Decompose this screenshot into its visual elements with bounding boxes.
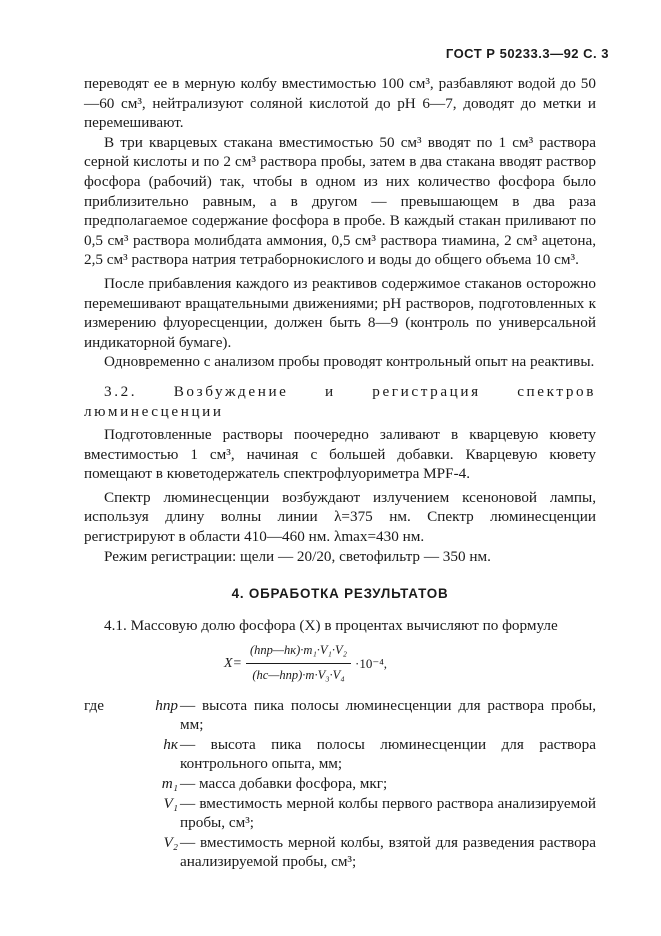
definition-text: — масса добавки фосфора, мкг; [180,775,388,792]
formula-numerator: (hпр—hк)·m₁·V₁·V₂ [250,643,347,658]
paragraph-registration-mode: Режим регистрации: щели — 20/20, светофильтр — 350 нм. [104,547,491,565]
document-body [84,74,596,872]
definition-symbol: V₁ [163,794,178,812]
definition-item [84,696,596,735]
mass-fraction-formula [224,641,596,685]
paragraph-mixing: После прибавления каждого из реактивов содержимое стаканов осторожно перемешивают вращательными движениями; рН растворов, подготовленных к измерению флуоресценции, должен быть 8—9 (контроль по универсальной индикаторной бумаге). [84,274,596,351]
paragraph-formula-intro: 4.1. Массовую долю фосфора (X) в процентах вычисляют по формуле [104,616,558,634]
definition-text: — высота пика полосы люминесценции для раствора пробы, мм; [180,696,596,734]
definition-text: — вместимость мерной колбы, взятой для разведения раствора анализируемой пробы, см³; [180,833,596,871]
paragraph-cuvette: Подготовленные растворы поочередно заливают в кварцевую кювету вместимостью 1 см³, начиная с большей добавки. Кварцевую кювету помещают в кюветодержатель спектрофлуориметра MPF-4. [84,426,596,483]
definitions-lead: где [84,696,104,714]
definition-symbol: hк [163,735,178,753]
page-header: ГОСТ Р 50233.3—92 С. 3 [445,46,609,61]
subsection-heading: 3.2. Возбуждение и регистрация спектров люминесценции [84,382,596,420]
paragraph-continuation: переводят ее в мерную колбу вместимостью 100 см³, разбавляют водой до 50—60 см³, нейтрализуют соляной кислотой до рН 6—7, доводят до метки и перемешивают. [84,75,596,132]
paragraph-control-experiment: Одновременно с анализом пробы проводят контрольный опыт на реактивы. [104,353,595,371]
definition-text: — высота пика полосы люминесценции для раствора контрольного опыта, мм; [180,735,596,773]
definition-item [84,794,596,833]
section-title: 4. ОБРАБОТКА РЕЗУЛЬТАТОВ [231,586,449,602]
definition-text: — вместимость мерной колбы первого раствора анализируемой пробы, см³; [180,794,596,832]
definition-symbol: m₁ [161,775,178,792]
definitions-list [84,696,596,872]
definition-symbol: V₂ [163,833,178,851]
definition-item [84,735,596,774]
definition-item [84,774,596,794]
formula-fraction [246,641,351,685]
formula-denominator: (hс—hпр)·m·V₃·V₄ [252,668,345,683]
formula-lhs: X= [224,655,242,671]
definition-symbol: hпр [155,696,178,714]
definition-item [84,833,596,872]
paragraph-excitation: Спектр люминесценции возбуждают излучением ксеноновой лампы, используя длину волны линии λ=375 нм. Спектр люминесценции регистрируют в области 410—460 нм. λmax=430 нм. [84,488,596,546]
formula-multiplier: ·10⁻⁴, [355,655,387,671]
paragraph-quartz-beakers: В три кварцевых стакана вместимостью 50 см³ вводят по 1 см³ раствора серной кислоты и по 2 см³ раствора пробы, затем в два стакана вводят раствор фосфора (рабочий) так, чтобы в одном из них количество фосфора было приблизительно равным, а в другом — превышающем в два раза предполагаемое содержание фосфора в пробе. В каждый стакан приливают по 0,5 см³ раствора молибдата аммония, 0,5 см³ раствора тиамина, 2 см³ ацетона, 2,5 см³ раствора натрия тетраборнокислого и воды до общего объема 10 см³. [84,133,596,269]
